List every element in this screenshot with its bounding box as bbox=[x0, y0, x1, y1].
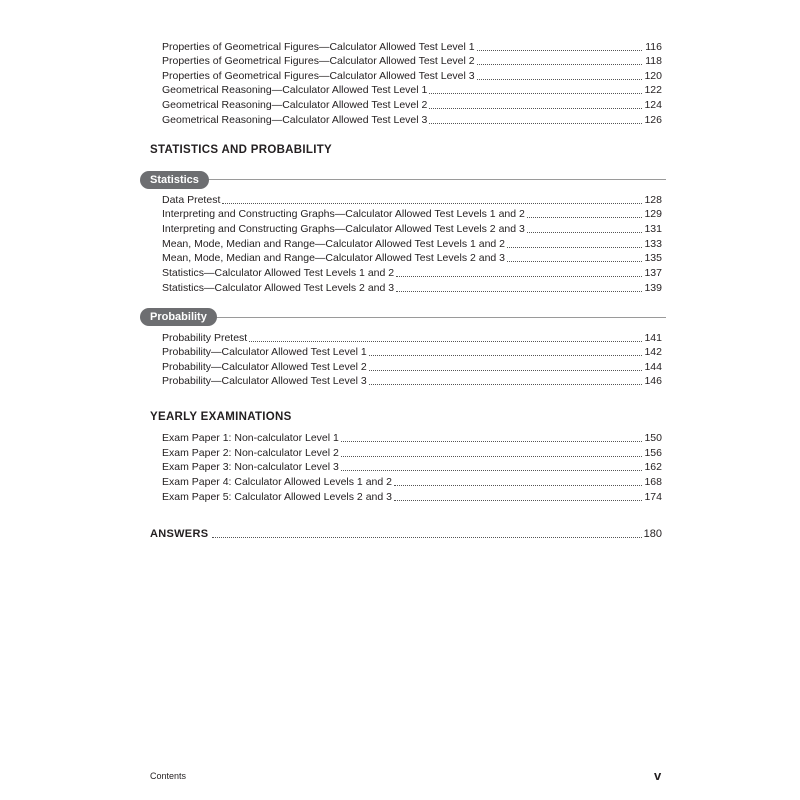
toc-entry-label: Exam Paper 5: Calculator Allowed Levels 2 and 3 bbox=[162, 491, 392, 503]
toc-entry-label: Geometrical Reasoning—Calculator Allowed Test Level 3 bbox=[162, 114, 428, 126]
leader-dots bbox=[369, 361, 642, 371]
section-heading-statistics-probability: STATISTICS AND PROBABILITY bbox=[150, 144, 333, 156]
toc-entry-label: Mean, Mode, Median and Range—Calculator Allowed Test Levels 1 and 2 bbox=[162, 238, 506, 250]
leader-dots bbox=[429, 99, 642, 109]
toc-entry[interactable] bbox=[162, 113, 662, 127]
leader-dots bbox=[249, 332, 642, 342]
toc-entry-label: Geometrical Reasoning—Calculator Allowed Test Level 2 bbox=[162, 99, 428, 111]
toc-entry[interactable] bbox=[162, 490, 662, 504]
toc-entry-page: 133 bbox=[644, 238, 662, 250]
toc-entry[interactable] bbox=[162, 98, 662, 112]
toc-entry[interactable] bbox=[162, 40, 662, 54]
toc-entry-answers[interactable] bbox=[150, 527, 662, 541]
leader-dots bbox=[341, 432, 642, 442]
toc-entry[interactable] bbox=[162, 331, 662, 345]
leader-dots bbox=[222, 194, 642, 204]
toc-entry-page: 168 bbox=[644, 476, 662, 488]
toc-entry-page: 126 bbox=[644, 114, 662, 126]
toc-entry-label: Statistics—Calculator Allowed Test Levels 2 and 3 bbox=[162, 282, 395, 294]
toc-entry-page: 131 bbox=[644, 223, 662, 235]
toc-entry-page: 144 bbox=[644, 361, 662, 373]
answers-label: ANSWERS bbox=[150, 528, 209, 540]
leader-dots bbox=[477, 70, 642, 80]
leader-dots bbox=[507, 238, 642, 248]
leader-dots bbox=[429, 114, 642, 124]
toc-entry-label: Geometrical Reasoning—Calculator Allowed Test Level 1 bbox=[162, 84, 428, 96]
leader-dots bbox=[341, 461, 642, 471]
leader-dots bbox=[527, 208, 642, 218]
tab-statistics: Statistics bbox=[140, 171, 209, 189]
toc-entry-page: 174 bbox=[644, 491, 662, 503]
leader-dots bbox=[507, 252, 642, 262]
toc-entry-label: Probability Pretest bbox=[162, 332, 248, 344]
toc-entry-page: 135 bbox=[644, 252, 662, 264]
toc-entry[interactable] bbox=[162, 345, 662, 359]
toc-entry-label: Properties of Geometrical Figures—Calculator Allowed Test Level 3 bbox=[162, 70, 475, 82]
toc-entry[interactable] bbox=[162, 54, 662, 68]
toc-entry-page: 150 bbox=[644, 432, 662, 444]
toc-entry-label: Exam Paper 4: Calculator Allowed Levels 1 and 2 bbox=[162, 476, 392, 488]
leader-dots bbox=[369, 375, 642, 385]
footer-page-number: v bbox=[654, 768, 662, 783]
leader-dots bbox=[341, 447, 642, 457]
answers-page: 180 bbox=[643, 528, 662, 540]
toc-entry[interactable] bbox=[162, 237, 662, 251]
toc-entry-label: Interpreting and Constructing Graphs—Calculator Allowed Test Levels 1 and 2 bbox=[162, 208, 525, 220]
leader-dots bbox=[396, 282, 642, 292]
toc-entry-label: Exam Paper 2: Non-calculator Level 2 bbox=[162, 447, 339, 459]
toc-entry[interactable] bbox=[162, 266, 662, 280]
toc-entry-label: Probability—Calculator Allowed Test Level 3 bbox=[162, 375, 367, 387]
tab-probability: Probability bbox=[140, 308, 217, 326]
toc-entry-label: Interpreting and Constructing Graphs—Calculator Allowed Test Levels 2 and 3 bbox=[162, 223, 525, 235]
toc-entry-label: Exam Paper 1: Non-calculator Level 1 bbox=[162, 432, 339, 444]
leader-dots bbox=[477, 55, 642, 65]
toc-entry-page: 118 bbox=[645, 55, 662, 67]
toc-entry-page: 120 bbox=[644, 70, 662, 82]
leader-dots bbox=[394, 491, 642, 501]
toc-entry-page: 124 bbox=[644, 99, 662, 111]
toc-entry-label: Mean, Mode, Median and Range—Calculator Allowed Test Levels 2 and 3 bbox=[162, 252, 506, 264]
toc-entry-page: 141 bbox=[644, 332, 662, 344]
toc-entry-page: 156 bbox=[644, 447, 662, 459]
toc-entry-page: 129 bbox=[644, 208, 662, 220]
toc-entry[interactable] bbox=[162, 222, 662, 236]
toc-entry-label: Exam Paper 3: Non-calculator Level 3 bbox=[162, 461, 339, 473]
toc-entry[interactable] bbox=[162, 83, 662, 97]
toc-entry[interactable] bbox=[162, 251, 662, 265]
toc-entry-page: 128 bbox=[644, 194, 662, 206]
leader-dots bbox=[477, 41, 642, 51]
leader-dots bbox=[527, 223, 642, 233]
toc-entry-label: Properties of Geometrical Figures—Calculator Allowed Test Level 2 bbox=[162, 55, 475, 67]
toc-entry[interactable] bbox=[162, 446, 662, 460]
section-heading-yearly-examinations: YEARLY EXAMINATIONS bbox=[150, 411, 292, 423]
toc-entry-page: 139 bbox=[644, 282, 662, 294]
toc-entry-label: Properties of Geometrical Figures—Calculator Allowed Test Level 1 bbox=[162, 41, 475, 53]
leader-dots bbox=[212, 528, 641, 538]
toc-entry[interactable] bbox=[162, 431, 662, 445]
toc-entry[interactable] bbox=[162, 69, 662, 83]
toc-entry[interactable] bbox=[162, 281, 662, 295]
toc-entry-page: 146 bbox=[644, 375, 662, 387]
toc-entry[interactable] bbox=[162, 475, 662, 489]
toc-entry-page: 116 bbox=[645, 41, 662, 53]
section-divider bbox=[150, 179, 666, 180]
toc-entry[interactable] bbox=[162, 374, 662, 388]
leader-dots bbox=[429, 84, 642, 94]
section-divider bbox=[150, 317, 666, 318]
footer-section-label: Contents bbox=[150, 771, 187, 781]
toc-entry-page: 142 bbox=[644, 346, 662, 358]
toc-entry[interactable] bbox=[162, 460, 662, 474]
leader-dots bbox=[396, 267, 642, 277]
toc-entry-label: Probability—Calculator Allowed Test Level 2 bbox=[162, 361, 367, 373]
toc-entry-page: 162 bbox=[644, 461, 662, 473]
toc-entry[interactable] bbox=[162, 360, 662, 374]
toc-entry[interactable] bbox=[162, 193, 662, 207]
toc-entry[interactable] bbox=[162, 207, 662, 221]
toc-entry-label: Statistics—Calculator Allowed Test Levels 1 and 2 bbox=[162, 267, 395, 279]
toc-entry-page: 137 bbox=[644, 267, 662, 279]
leader-dots bbox=[369, 346, 642, 356]
toc-entry-label: Probability—Calculator Allowed Test Level 1 bbox=[162, 346, 367, 358]
toc-entry-page: 122 bbox=[644, 84, 662, 96]
toc-entry-label: Data Pretest bbox=[162, 194, 221, 206]
leader-dots bbox=[394, 476, 642, 486]
